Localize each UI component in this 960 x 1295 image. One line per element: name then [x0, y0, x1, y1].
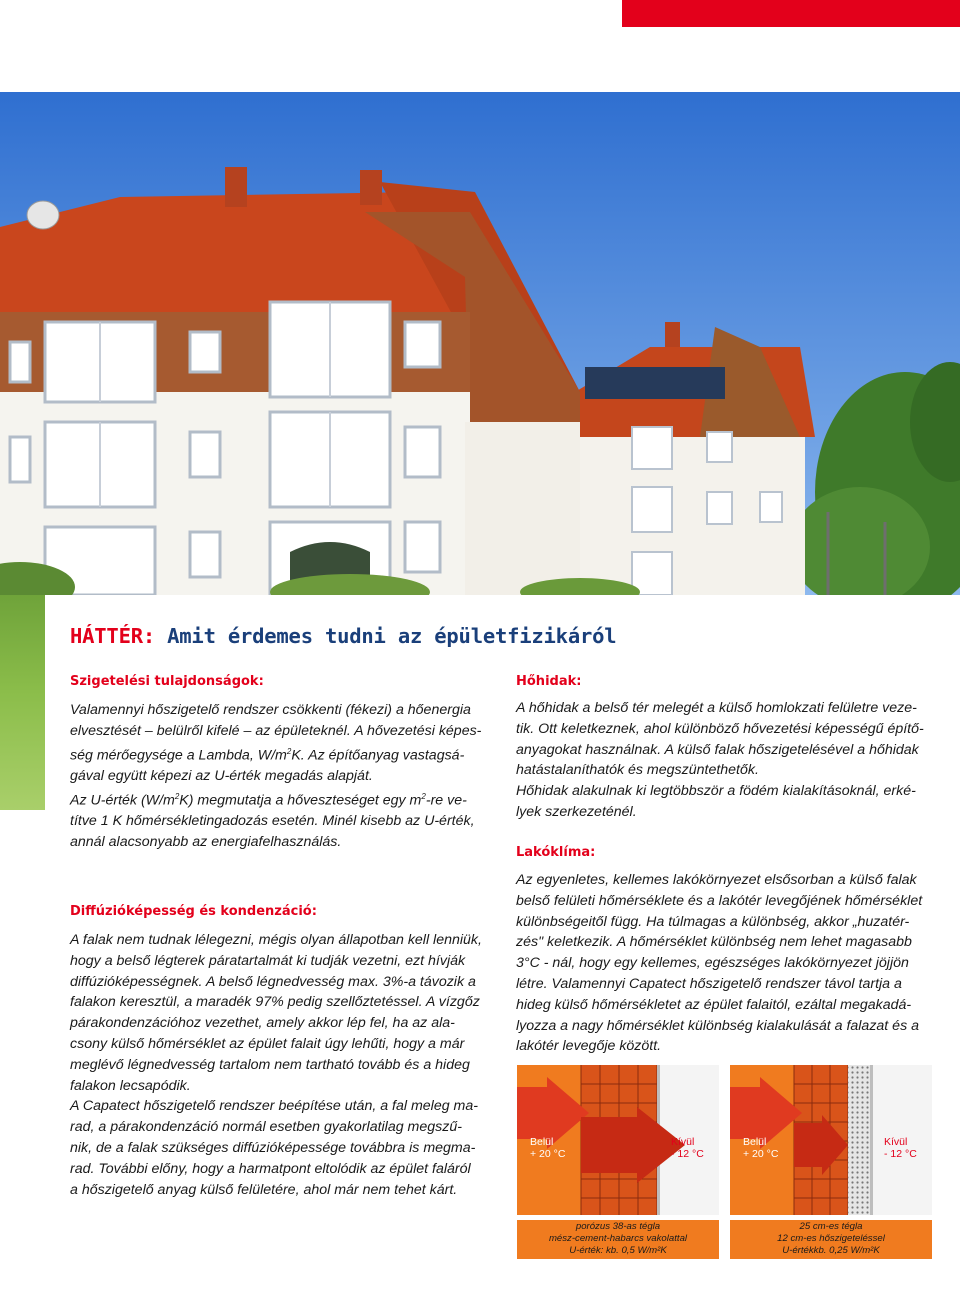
diffusion-line: A falak nem tudnak lélegezni, mégis olyan állapotban kell lenniük,: [70, 932, 482, 948]
bridges-line: Hőhidak alakulnak ki legtöbbször a födém kialakításoknál, erké-: [516, 783, 916, 800]
caption-insulated-line: U-értékkb. 0,25 W/m²K: [782, 1244, 880, 1256]
brick-inside-label: Belül: [530, 1136, 554, 1148]
bridges-line: tik. Ott keletkeznek, ahol különböző hővezetési képességű építő-: [516, 720, 924, 737]
insulation-line: annál alacsonyabb az energiafelhasználás.: [70, 834, 342, 851]
building-photo: [0, 92, 960, 595]
grass-strip: [0, 595, 45, 810]
diffusion-line: falakon keresztül, a maradék 97% pedig szellőztetéssel. A vízgőz: [70, 994, 480, 1011]
insulated-inside-label: Belül: [743, 1136, 767, 1148]
diffusion-line: meglévő légnedvesség tartalom nem tartható tovább és a hideg: [70, 1056, 470, 1073]
diffusion-line: rad, a párakondenzáció normál esetben gyakorlatilag megszű-: [70, 1119, 462, 1136]
title-rest: Amit érdemes tudni az épületfizikáról: [155, 624, 617, 648]
climate-line: Az egyenletes, kellemes lakókörnyezet elsősorban a külső falak: [516, 872, 917, 888]
diffusion-line: falakon lecsapódik.: [70, 1077, 191, 1094]
insulation-line: Valamennyi hőszigetelő rendszer csökkenti (fékezi) a hőenergia: [70, 702, 471, 718]
page-title: [70, 624, 616, 648]
para-diffusion: [70, 930, 500, 1200]
heading-climate: Lakóklíma:: [516, 845, 596, 860]
diffusion-line: hogy a belső légterek páratartalmát ki tudják vezetni, ezt hívják: [70, 952, 466, 969]
caption-insulated-line: 12 cm-es hőszigeteléssel: [777, 1232, 885, 1244]
insulated-outside-label: Kívül: [884, 1136, 908, 1148]
caption-insulated-line: 25 cm-es tégla: [799, 1221, 863, 1232]
wall-diagram-insulated: [730, 1065, 932, 1215]
diffusion-line: A Capatect hőszigetelő rendszer beépítése után, a fal meleg ma-: [70, 1098, 478, 1115]
caption-brick-line: U-érték: kb. 0,5 W/m²K: [569, 1244, 667, 1256]
climate-line: 3°C - nál, hogy egy kellemes, egészséges lakókörnyezet jöjjön: [516, 955, 909, 972]
insulated-outside-temp: - 12 °C: [884, 1148, 917, 1160]
para-climate: [516, 870, 946, 1057]
para-thermal-bridges: [516, 698, 946, 823]
para-insulation: [70, 700, 500, 853]
top-red-bar: [622, 0, 960, 27]
climate-line: létre. Valamennyi Capatect hőszigetelő rendszer távol tartja a: [516, 975, 902, 992]
wall-diagram-brick: [517, 1065, 719, 1215]
bridges-line: anyagokat használnak. A külső falak hőszigetelésével a hőhidak: [516, 741, 919, 758]
climate-line: lakótér levegője között.: [516, 1038, 662, 1055]
heading-insulation: Szigetelési tulajdonságok:: [70, 674, 264, 689]
insulated-inside-temp: + 20 °C: [743, 1148, 779, 1160]
climate-line: különbségeitől függ. Ha túlmagas a különbség, akkor „huzatér-: [516, 913, 910, 930]
bridges-line: A hőhidak a belső tér melegét a külső homlokzati felületre veze-: [516, 700, 917, 716]
bridges-line: hatástalaníthatók és megszüntethetők.: [516, 762, 759, 779]
insulation-line: ség mérőegysége a Lambda, $W/m^2K$. Az építőanyag vastagsá-: [70, 746, 465, 764]
diffusion-line: nik, de a falak szükséges diffúzióképessége továbbra is megma-: [70, 1139, 476, 1156]
brick-outside-label: Kívül: [671, 1136, 695, 1148]
diffusion-line: diffúzióképességnek. A belső légnedvesség max. 3%-a távozik a: [70, 973, 476, 990]
climate-line: lyozza a nagy hőmérséklet különbség kialakulását a falazat és a: [516, 1017, 919, 1034]
heading-thermal-bridges: Hőhidak:: [516, 674, 582, 689]
climate-line: hideg külső hőmérsékletet az épület falaitól, ezáltal megakadá-: [516, 996, 912, 1013]
caption-brick: [517, 1220, 719, 1259]
brick-outside-temp: - 12 °C: [671, 1148, 704, 1160]
caption-insulated: [730, 1220, 932, 1259]
bridges-line: lyek szerkezeténél.: [516, 803, 637, 820]
climate-line: zés" keletkezik. A hőmérséklet különbség nem lehet magasabb: [516, 934, 912, 951]
insulation-line: gával együtt képezi az U-érték megadás alapját.: [70, 768, 373, 785]
insulation-line: títve 1 K hőmérsékletingadozás esetén. Minél kisebb az U-érték,: [70, 813, 475, 830]
heading-diffusion: Diffúzióképesség és kondenzáció:: [70, 904, 317, 919]
diffusion-line: csony külső hőmérséklet az épület falait úgy lehűti, hogy a már: [70, 1035, 465, 1052]
climate-line: belső felületi hőmérséklete és a lakótér levegőjének hőmérséklet: [516, 892, 923, 909]
caption-brick-line: porózus 38-as tégla: [575, 1221, 661, 1232]
insulation-line: elvesztését – belülről kifelé – az épületeknél. A hővezetési képes-: [70, 722, 482, 739]
diffusion-line: a hőszigetelő anyag külső felületére, ahol már nem tehet kárt.: [70, 1181, 458, 1198]
brick-inside-temp: + 20 °C: [530, 1148, 566, 1160]
insulation-line: Az U-érték $(W/m^2K)$ megmutatja a hőveszteséget egy $m^2-re$ ve-: [70, 791, 467, 809]
title-accent: HÁTTÉR:: [70, 624, 155, 648]
building-illustration: [0, 92, 960, 595]
caption-brick-line: mész-cement-habarcs vakolattal: [548, 1232, 688, 1244]
diffusion-line: párakondenzációhoz vezethet, amely akkor lép fel, ha az ala-: [70, 1015, 455, 1032]
diffusion-line: rad. További előny, hogy a harmatpont eltolódik az épület faláról: [70, 1160, 471, 1177]
